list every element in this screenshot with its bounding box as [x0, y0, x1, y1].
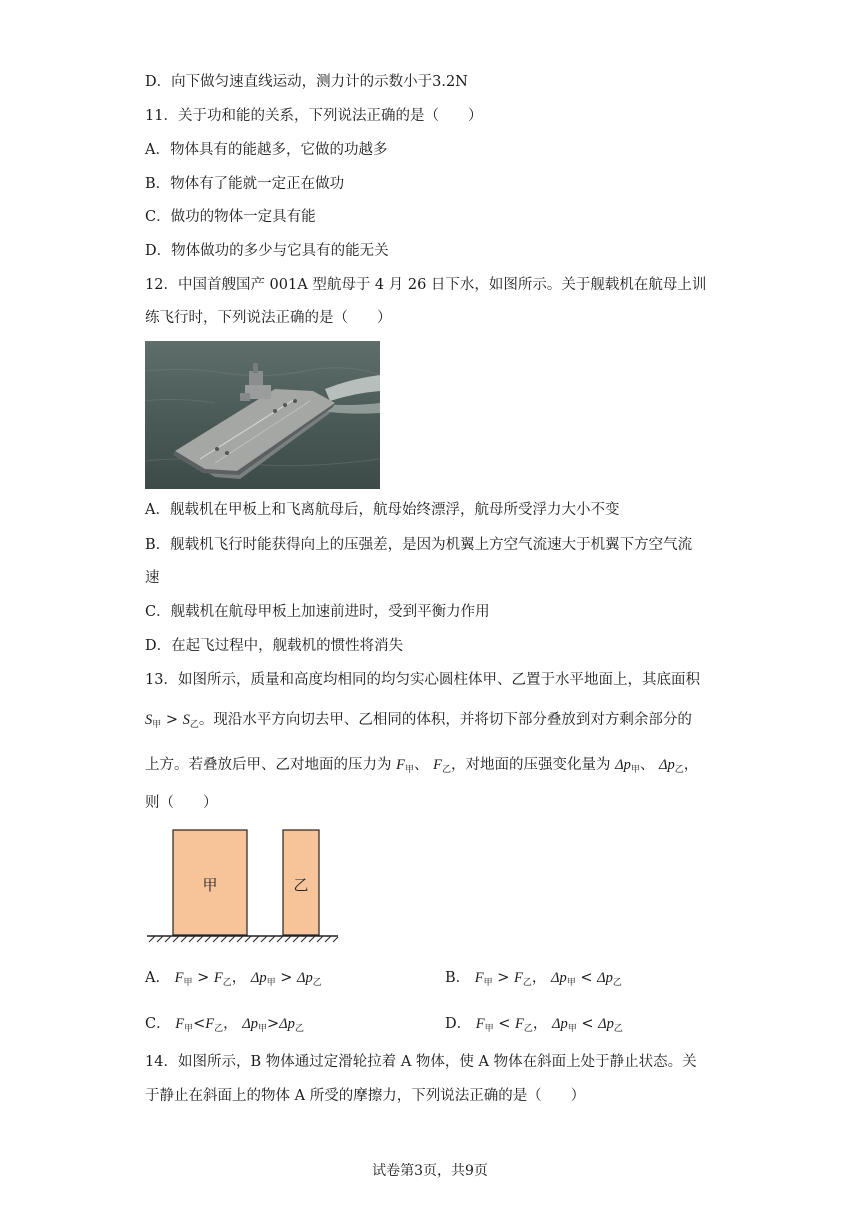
q13-option-c: C． $F_甲<F_乙$， $\Delta p_甲>\Delta p_乙$ [145, 1016, 304, 1033]
q13-stem-line2: $S_甲 > S_乙$。现沿水平方向切去甲、乙相同的体积，并将切下部分叠放到对方剩余部分的 [145, 712, 692, 729]
label-yi: 乙 [293, 876, 309, 894]
aircraft-carrier-photo [145, 341, 380, 489]
q12-option-b-cont: 速 [145, 570, 160, 586]
q11-option-d: D．物体做功的多少与它具有的能无关 [145, 243, 389, 259]
q13-option-b: B． $F_甲 > F_乙$， $\Delta p_甲 < \Delta p_乙$ [445, 970, 622, 987]
q12-option-a: A．舰载机在甲板上和飞离航母后，航母始终漂浮，航母所受浮力大小不变 [145, 502, 620, 518]
q14-stem-line1: 14．如图所示，B 物体通过定滑轮拉着 A 物体，使 A 物体在斜面上处于静止状态。关 [145, 1054, 697, 1070]
q13-stem-line4: 则（ ） [145, 795, 218, 811]
q12-stem-line1: 12．中国首艘国产 001A 型航母于 4 月 26 日下水，如图所示。关于舰载机在航母上训 [145, 277, 707, 293]
q11-option-c: C．做功的物体一定具有能 [145, 209, 316, 225]
label-jia: 甲 [202, 876, 218, 894]
page-footer: 试卷第3页，共9页 [372, 1163, 488, 1179]
q13-option-d: D． $F_甲 < F_乙$， $\Delta p_甲 < \Delta p_乙$ [445, 1016, 623, 1033]
q12-option-b: B．舰载机飞行时能获得向上的压强差，是因为机翼上方空气流速大于机翼下方空气流 [145, 537, 693, 553]
cylinders-diagram [145, 828, 340, 943]
q11-stem: 11．关于功和能的关系，下列说法正确的是（ ） [145, 108, 483, 124]
q13-stem-line1: 13．如图所示，质量和高度均相同的均匀实心圆柱体甲、乙置于水平地面上，其底面积 [145, 672, 700, 688]
q13-stem-line3: 上方。若叠放后甲、乙对地面的压力为 $F_甲$、 $F_乙$，对地面的压强变化量为 $\Delta p_甲$、 $\Delta p_乙$， [145, 757, 699, 774]
q11-option-b: B．物体有了能就一定正在做功 [145, 176, 345, 192]
ground-hatch [149, 936, 338, 942]
q12-option-d: D．在起飞过程中，舰载机的惯性将消失 [145, 638, 404, 654]
q12-stem-line2: 练飞行时，下列说法正确的是（ ） [145, 310, 392, 326]
q11-option-a: A．物体具有的能越多，它做的功越多 [145, 142, 388, 158]
q10-option-d: D．向下做匀速直线运动，测力计的示数小于3.2N [145, 74, 468, 90]
q12-option-c: C．舰载机在航母甲板上加速前进时，受到平衡力作用 [145, 604, 490, 620]
q14-stem-line2: 于静止在斜面上的物体 A 所受的摩擦力，下列说法正确的是（ ） [145, 1088, 586, 1104]
q13-option-a: A． $F_甲 > F_乙$， $\Delta p_甲 > \Delta p_乙$ [145, 970, 322, 987]
